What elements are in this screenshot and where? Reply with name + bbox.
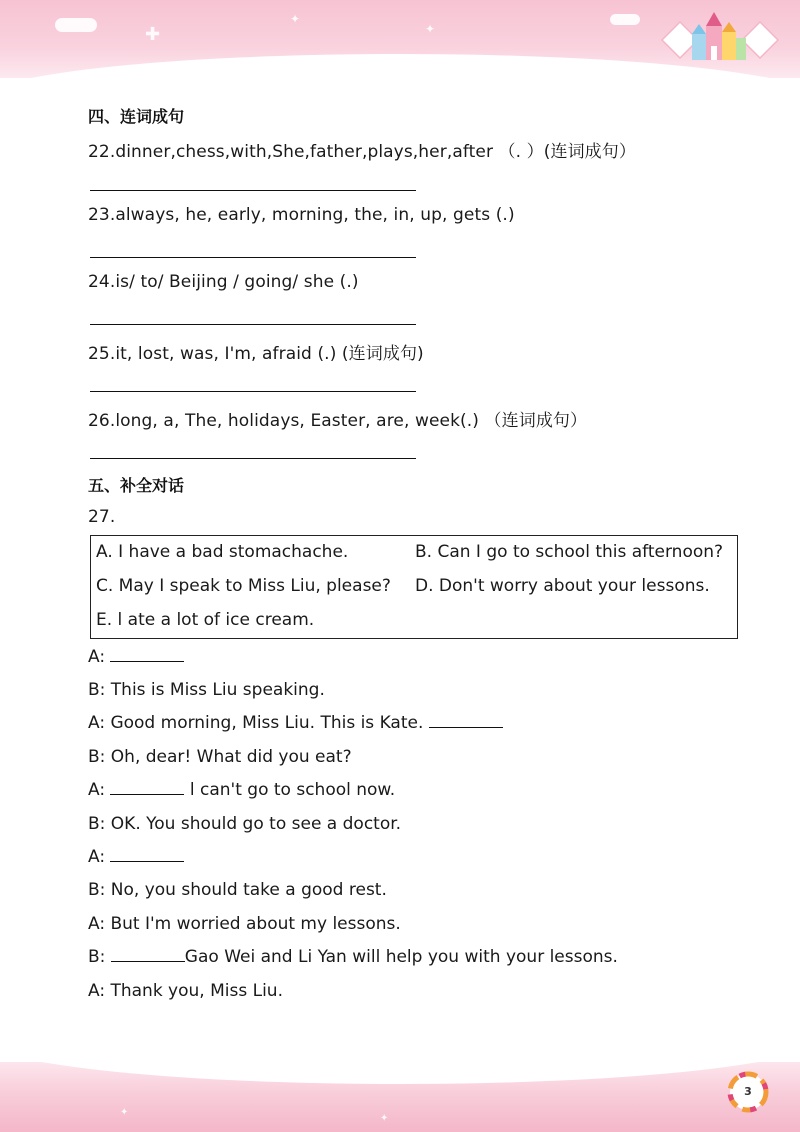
page-number-badge <box>726 1070 770 1114</box>
page-number: 3 <box>744 1085 752 1098</box>
options-box <box>90 535 738 639</box>
answer-blank[interactable] <box>110 780 184 795</box>
question-23: 23.always, he, early, morning, the, in, up, gets (.) <box>88 205 515 225</box>
answer-blank[interactable] <box>110 647 184 662</box>
question-25: 25.it, lost, was, I'm, afraid (.) (连词成句) <box>88 344 424 364</box>
dialogue-line-6: B: OK. You should go to see a doctor. <box>88 814 402 834</box>
dialogue-line-8: B: No, you should take a good rest. <box>88 880 387 900</box>
dialogue-line-2: B: This is Miss Liu speaking. <box>88 680 325 700</box>
sparkle-icon: ✦ <box>120 1107 129 1118</box>
cloud-decoration <box>610 14 640 25</box>
answer-line[interactable] <box>90 324 416 325</box>
answer-line[interactable] <box>90 391 416 392</box>
dialogue-line-4: B: Oh, dear! What did you eat? <box>88 747 352 767</box>
sparkle-icon: ✦ <box>380 1113 389 1124</box>
footer-banner <box>0 1062 800 1132</box>
dialogue-line-10: B: Gao Wei and Li Yan will help you with your lessons. <box>88 947 618 967</box>
answer-blank[interactable] <box>111 947 185 962</box>
sparkle-icon: ✦ <box>425 22 436 36</box>
answer-blank[interactable] <box>429 713 503 728</box>
dialogue-line-9: A: But I'm worried about my lessons. <box>88 914 401 934</box>
question-22: 22.dinner,chess,with,She,father,plays,her,after （. ）(连词成句） <box>88 142 636 162</box>
question-26: 26.long, a, The, holidays, Easter, are, week(.) （连词成句） <box>88 411 588 431</box>
dialogue-line-11: A: Thank you, Miss Liu. <box>88 981 283 1001</box>
dialogue-line-3: A: Good morning, Miss Liu. This is Kate. <box>88 713 503 733</box>
answer-blank[interactable] <box>110 847 184 862</box>
answer-line[interactable] <box>90 190 416 191</box>
dialogue-line-1: A: <box>88 647 184 667</box>
castle-logo-icon <box>660 6 780 70</box>
answer-line[interactable] <box>90 257 416 258</box>
question-27-number: 27. <box>88 507 116 527</box>
cloud-decoration <box>55 18 97 32</box>
sparkle-icon: ✚ <box>145 24 161 45</box>
option-a: A. I have a bad stomachache. <box>96 542 349 562</box>
header-banner <box>0 0 800 78</box>
option-e: E. l ate a lot of ice cream. <box>96 610 315 630</box>
option-d: D. Don't worry about your lessons. <box>415 576 710 596</box>
answer-line[interactable] <box>90 458 416 459</box>
option-b: B. Can I go to school this afternoon? <box>415 542 724 562</box>
section-title-complete-dialogue: 五、补全对话 <box>88 476 185 495</box>
option-c: C. May I speak to Miss Liu, please? <box>96 576 391 596</box>
dialogue-line-7: A: <box>88 847 184 867</box>
dialogue-line-5: A: l can't go to school now. <box>88 780 396 800</box>
sparkle-icon: ✦ <box>290 12 301 26</box>
section-title-sentence-building: 四、连词成句 <box>88 107 185 126</box>
question-24: 24.is/ to/ Beijing / going/ she (.) <box>88 272 359 292</box>
